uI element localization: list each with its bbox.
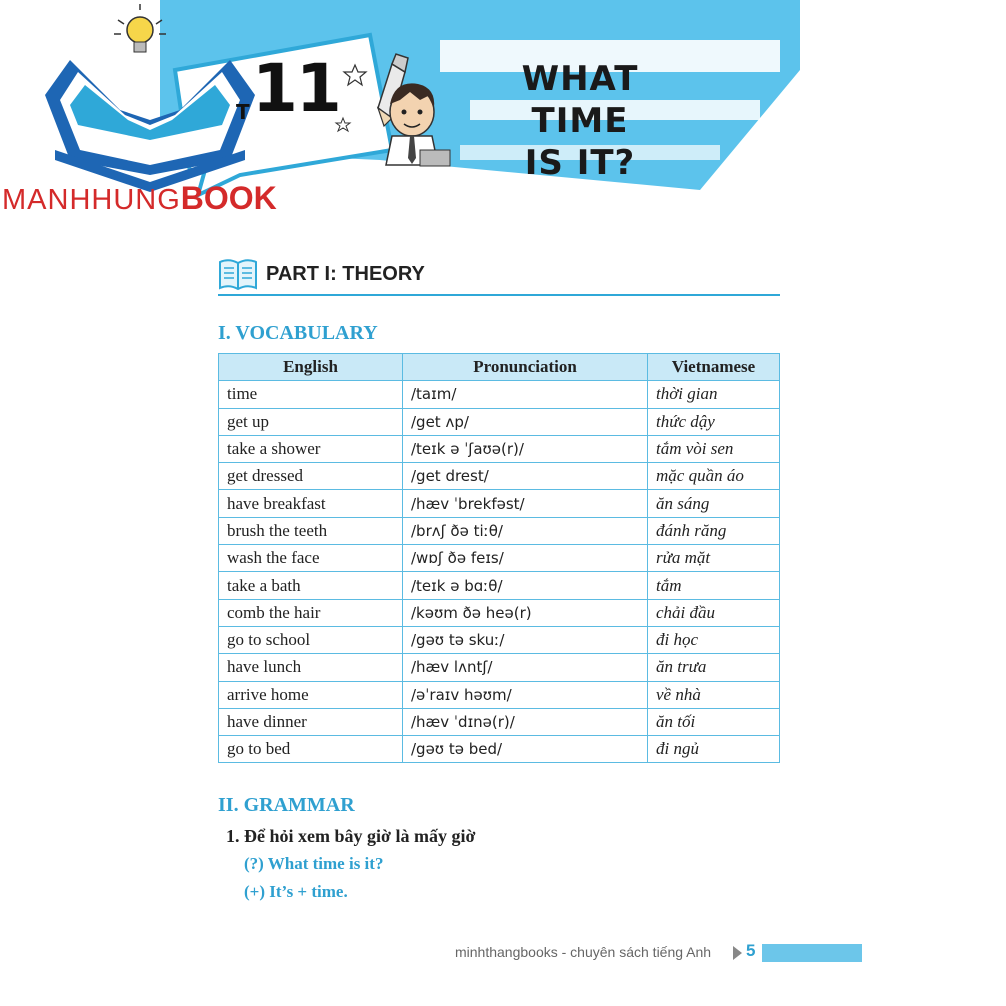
footer-arrow-icon: [733, 946, 743, 960]
table-row: [219, 681, 780, 708]
cell-vietnamese: ăn tối: [648, 708, 780, 735]
cell-english: have dinner: [219, 708, 403, 735]
table-row: [219, 708, 780, 735]
cell-vietnamese: tắm: [648, 572, 780, 599]
cell-vietnamese: thức dậy: [648, 408, 780, 435]
publisher-bold: BOOK: [180, 180, 277, 216]
cell-vietnamese: tắm vòi sen: [648, 435, 780, 462]
cell-vietnamese: rửa mặt: [648, 545, 780, 572]
book-heading-icon: [218, 258, 258, 292]
cell-pronunciation: /kəʊm ðə heə(r): [403, 599, 648, 626]
page-number: 5: [746, 941, 756, 960]
table-row: [219, 626, 780, 653]
cell-pronunciation: /taɪm/: [403, 381, 648, 408]
part-heading-label: PART I: THEORY: [266, 263, 425, 285]
cell-english: arrive home: [219, 681, 403, 708]
cell-pronunciation: /hæv ˈdɪnə(r)/: [403, 708, 648, 735]
cell-english: go to bed: [219, 736, 403, 763]
table-row: [219, 572, 780, 599]
footer-bar: [762, 944, 862, 962]
cell-pronunciation: /hæv ˈbrekfəst/: [403, 490, 648, 517]
table-row: [219, 599, 780, 626]
grammar-question-formula: (?) What time is it?: [244, 854, 384, 873]
column-header-pronunciation: Pronunciation: [403, 354, 648, 381]
cell-vietnamese: về nhà: [648, 681, 780, 708]
table-row: [219, 435, 780, 462]
cell-vietnamese: mặc quần áo: [648, 463, 780, 490]
cell-english: time: [219, 381, 403, 408]
cell-english: wash the face: [219, 545, 403, 572]
table-row: [219, 517, 780, 544]
cell-english: go to school: [219, 626, 403, 653]
cell-vietnamese: đánh răng: [648, 517, 780, 544]
cell-pronunciation: /wɒʃ ðə feɪs/: [403, 545, 648, 572]
chapter-title-line1: WHAT TIME: [521, 59, 639, 141]
cell-english: take a bath: [219, 572, 403, 599]
cell-english: brush the teeth: [219, 517, 403, 544]
cell-english: comb the hair: [219, 599, 403, 626]
cell-english: have breakfast: [219, 490, 403, 517]
cell-pronunciation: /brʌʃ ðə tiːθ/: [403, 517, 648, 544]
grammar-item-1: 1. Để hỏi xem bây giờ là mấy giờ: [226, 826, 476, 846]
cell-english: take a shower: [219, 435, 403, 462]
lightbulb-icon: [114, 4, 166, 52]
cell-pronunciation: /get ʌp/: [403, 408, 648, 435]
chapter-title: [470, 58, 690, 184]
table-row: [219, 736, 780, 763]
cell-english: get dressed: [219, 463, 403, 490]
table-row: [219, 490, 780, 517]
cell-pronunciation: /əˈraɪv həʊm/: [403, 681, 648, 708]
cell-vietnamese: đi ngủ: [648, 736, 780, 763]
table-row: [219, 408, 780, 435]
cell-vietnamese: ăn sáng: [648, 490, 780, 517]
cell-vietnamese: ăn trưa: [648, 654, 780, 681]
grammar-heading: II. GRAMMAR: [218, 794, 355, 816]
publisher-watermark: [2, 180, 277, 217]
cell-pronunciation: /teɪk ə bɑːθ/: [403, 572, 648, 599]
table-row: [219, 654, 780, 681]
column-header-english: English: [219, 354, 403, 381]
chapter-title-line2: IS IT?: [524, 143, 636, 183]
cell-pronunciation: /gəʊ tə skuː/: [403, 626, 648, 653]
unit-prefix: T: [236, 100, 250, 124]
cell-vietnamese: đi học: [648, 626, 780, 653]
footer-text: minhthangbooks - chuyên sách tiếng Anh: [455, 944, 712, 960]
table-header-row: [219, 354, 780, 381]
cell-english: get up: [219, 408, 403, 435]
grammar-answer-formula: (+) It’s + time.: [244, 882, 348, 901]
cell-vietnamese: chải đầu: [648, 599, 780, 626]
cell-pronunciation: /gəʊ tə bed/: [403, 736, 648, 763]
table-row: [219, 381, 780, 408]
column-header-vietnamese: Vietnamese: [648, 354, 780, 381]
vocabulary-table: [218, 353, 780, 763]
unit-number: 11: [252, 50, 340, 127]
publisher-light: MANHHUNG: [2, 184, 181, 216]
vocabulary-heading: I. VOCABULARY: [218, 322, 378, 344]
cell-english: have lunch: [219, 654, 403, 681]
cell-pronunciation: /get drest/: [403, 463, 648, 490]
cell-pronunciation: /hæv lʌntʃ/: [403, 654, 648, 681]
cell-vietnamese: thời gian: [648, 381, 780, 408]
table-row: [219, 545, 780, 572]
table-row: [219, 463, 780, 490]
part-heading: [218, 258, 780, 296]
cell-pronunciation: /teɪk ə ˈʃaʊə(r)/: [403, 435, 648, 462]
chapter-banner: [0, 0, 1006, 240]
